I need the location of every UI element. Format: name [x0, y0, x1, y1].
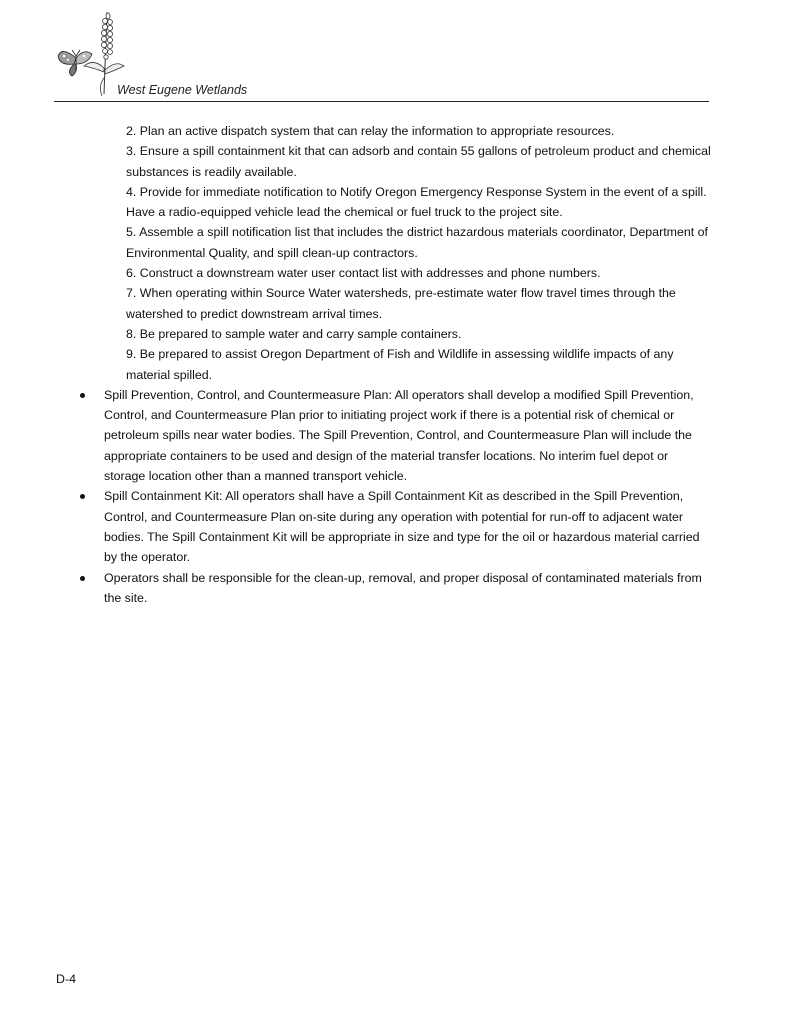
list-item: 8. Be prepared to sample water and carry sample containers.: [126, 326, 462, 341]
list-item: 3. Ensure a spill containment kit that can adsorb and contain 55 gallons of petroleum product and chemical substances is readily available.: [126, 144, 711, 179]
list-item: 5. Assemble a spill notification list that includes the district hazardous materials coordinator, Department of Environmental Quality, and spill clean-up contractors.: [126, 225, 708, 260]
list-item: 6. Construct a downstream water user contact list with addresses and phone numbers.: [126, 266, 601, 281]
document-title: West Eugene Wetlands: [117, 83, 248, 97]
bullet-text: Operators shall be responsible for the clean-up, removal, and proper disposal of contaminated materials from the site.: [104, 570, 702, 605]
bullet-item: [104, 385, 706, 486]
list-item: 9. Be prepared to assist Oregon Department of Fish and Wildlife in assessing wildlife impacts of any material spilled.: [126, 347, 674, 382]
bullet-text: Spill Containment Kit: All operators shall have a Spill Containment Kit as described in the Spill Prevention, Control, and Countermeasure Plan on-site during any operation with potential for run-off to adjacent water bodies. The Spill Containment Kit will be appropriate in size and type for the oil or hazardous material carried by the operator.: [104, 489, 700, 565]
list-item: 7. When operating within Source Water watersheds, pre-estimate water flow travel times through the watershed to predict downstream arrival times.: [126, 286, 676, 321]
list-item: 2. Plan an active dispatch system that can relay the information to appropriate resources.: [126, 124, 615, 138]
list-item: 4. Provide for immediate notification to Notify Oregon Emergency Response System in the event of a spill. Have a radio-equipped vehicle lead the chemical or fuel truck to the project site.: [126, 184, 707, 220]
numbered-steps-list: [126, 121, 711, 385]
bullet-text: Spill Prevention, Control, and Countermeasure Plan: All operators shall develop a modified Spill Prevention, Control, and Countermeasure Plan prior to initiating project work if there is a potential risk of chemical or petroleum spills near water bodies. The Spill Prevention, Control, and Countermeasure Plan will include the appropriate containers to be used and design of the material transfer locations. No interim fuel depot or storage location other than a manned transport vehicle.: [104, 387, 694, 484]
bullet-icon: [80, 393, 85, 398]
page-number: D-4: [56, 972, 76, 986]
page-header: [54, 8, 709, 102]
bullet-item: [104, 568, 706, 609]
bullet-icon: [80, 576, 85, 581]
bullet-list: [104, 385, 706, 608]
header-divider: [54, 101, 709, 102]
page-body: [0, 121, 800, 608]
bullet-item: [104, 486, 706, 567]
bullet-icon: [80, 494, 85, 499]
